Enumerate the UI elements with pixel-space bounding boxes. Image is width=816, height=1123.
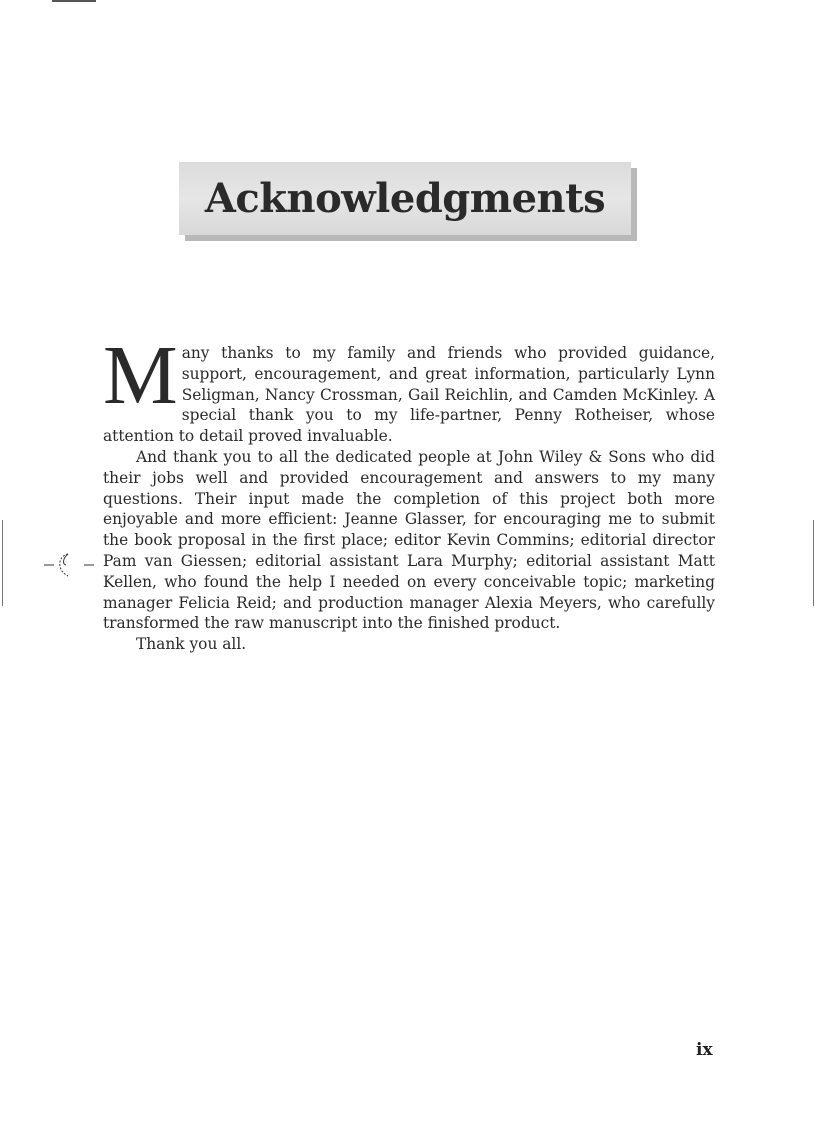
body-text: [103, 329, 715, 655]
page-number: ix: [696, 1040, 713, 1060]
paragraph-2: And thank you to all the dedicated people at John Wiley & Sons who did their jobs well and provided encouragement and answers to my many questions. Their input made the completion of this project both more enjoyable and more efficient: Jeanne Glasser, for encouraging me to submit the book proposal in the first place; editor Kevin Commins; editorial director Pam van Giessen; editorial assistant Lara Murphy; editorial assistant Matt Kellen, who found the help I needed on every conceivable topic; marketing manager Felicia Reid; and production manager Alexia Meyers, who carefully transformed the raw manuscript into the finished product.: [103, 447, 715, 633]
top-rule: [52, 0, 96, 2]
paragraph-3: Thank you all.: [136, 635, 247, 654]
paragraph-1: [103, 329, 715, 447]
binding-mark-icon: [44, 550, 100, 580]
crop-mark-right: [813, 520, 814, 606]
paragraph-1-text: any thanks to my family and friends who provided guidance, support, encouragement, and great information, particularly Lynn Seligman, Nancy Crossman, Gail Reichlin, and Camden McKinley. A special thank you to my life-partner, Penny Rotheiser, whose attention to detail proved invaluable.: [103, 344, 715, 446]
drop-cap: M: [103, 329, 178, 422]
page-title: Acknowledgments: [204, 175, 606, 222]
crop-mark-left: [2, 520, 3, 606]
title-banner: [179, 162, 631, 235]
